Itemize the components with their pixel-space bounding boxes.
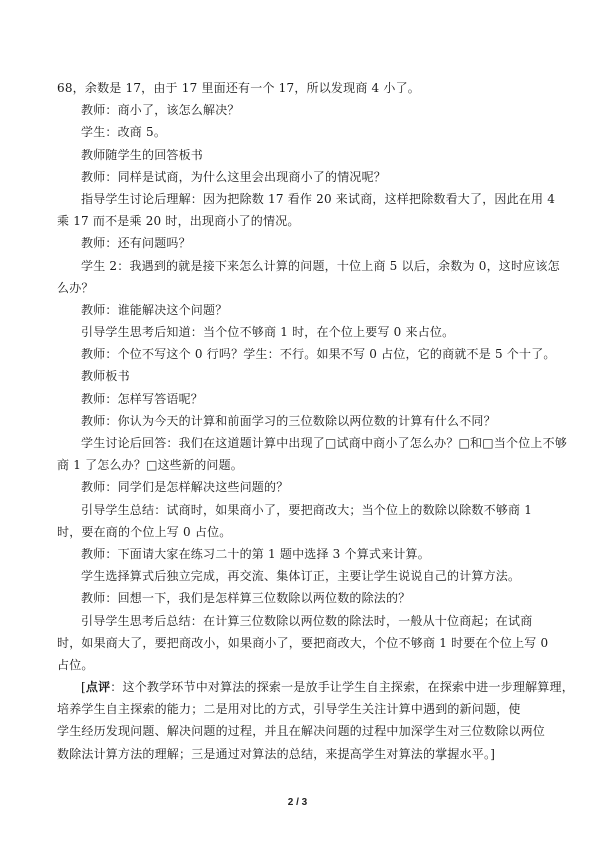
text-line: 教师：同样是试商，为什么这里会出现商小了的情况呢？ [81,169,387,184]
text-line: 乘 17 而不是乘 20 时，出现商小了的情况。 [57,214,300,229]
text-line: 教师：怎样写答语呢？ [81,391,204,406]
text-line: 么办？ [57,280,94,295]
text-line: 教师：回想一下，我们是怎样算三位数除以两位数的除法的？ [81,591,411,606]
text-line: 引导学生思考后总结：在计算三位数除以两位数的除法时，一般从十位商起；在试商 [81,613,533,628]
text-line: 教师：下面请大家在练习二十的第 1 题中选择 3 个算式来计算。 [81,546,430,561]
text-line: 教师：还有问题吗？ [81,236,191,251]
comment-line: 数除法计算方法的理解；三是通过对算法的总结，来提高学生对算法的掌握水平。] [57,746,496,761]
text-line: 68，余数是 17，由于 17 里面还有一个 17，所以发现商 4 小了。 [57,81,421,95]
text-line: 指导学生讨论后理解：因为把除数 17 看作 20 来试商，这样把除数看大了，因此在用 4 [81,191,556,206]
comment-line: 学生经历发现问题、解决问题的过程，并且在解决问题的过程中加深学生对三位数除以两位 [57,724,546,739]
text-line: 教师：你认为今天的计算和前面学习的三位数除以两位数的计算有什么不同？ [81,413,496,428]
text-line: 学生选择算式后独立完成，再交流、集体订正，主要让学生说说自己的计算方法。 [81,569,521,584]
comment-label: 点评 [85,680,111,695]
text-line: 教师板书 [81,369,130,384]
text-line: 教师：谁能解决这个问题？ [81,302,228,317]
text-line: 学生 2：我遇到的就是接下来怎么计算的问题，十位上商 5 以后，余数为 0，这时应该怎 [81,258,560,273]
text-line: 教师：个位不写这个 0 行吗？学生：不行。如果不写 0 占位，它的商就不是 5 个十了。 [81,347,556,362]
text-line: 商 1 了怎么办？□这些新的问题。 [57,458,244,473]
comment-first-text: ：这个教学环节中对算法的探索一是放手让学生自主探索，在探索中进一步理解算理， [110,680,574,695]
page-number: 2 / 3 [287,797,308,808]
text-line: 引导学生总结：试商时，如果商小了，要把商改大；当个位上的数除以除数不够商 1 [81,502,533,517]
text-line: 学生：改商 5。 [81,125,167,140]
text-line: 教师：商小了，该怎么解决？ [81,103,240,118]
text-line: 占位。 [57,657,94,672]
document-body [57,77,574,765]
text-line: 教师随学生的回答板书 [81,147,204,162]
paragraph-lines [57,77,568,676]
comment-first-line [57,676,574,698]
comment-open-bracket: [ [81,680,86,695]
text-line: 时，如果商大了，要把商改小，如果商小了，要把商改大，个位不够商 1 时要在个位上写 0 [57,635,549,650]
text-line: 教师：同学们是怎样解决这些问题的？ [81,480,289,495]
comment-line: 培养学生自主探索的能力；二是用对比的方式，引导学生关注计算中遇到的新问题，使 [57,702,521,717]
text-line: 引导学生思考后知道：当个位不够商 1 时，在个位上要写 0 来占位。 [81,325,455,340]
text-line: 学生讨论后回答：我们在这道题计算中出现了□试商中商小了怎么办？□和□当个位上不够 [81,436,568,450]
text-line: 时，要在商的个位上写 0 占位。 [57,524,232,539]
